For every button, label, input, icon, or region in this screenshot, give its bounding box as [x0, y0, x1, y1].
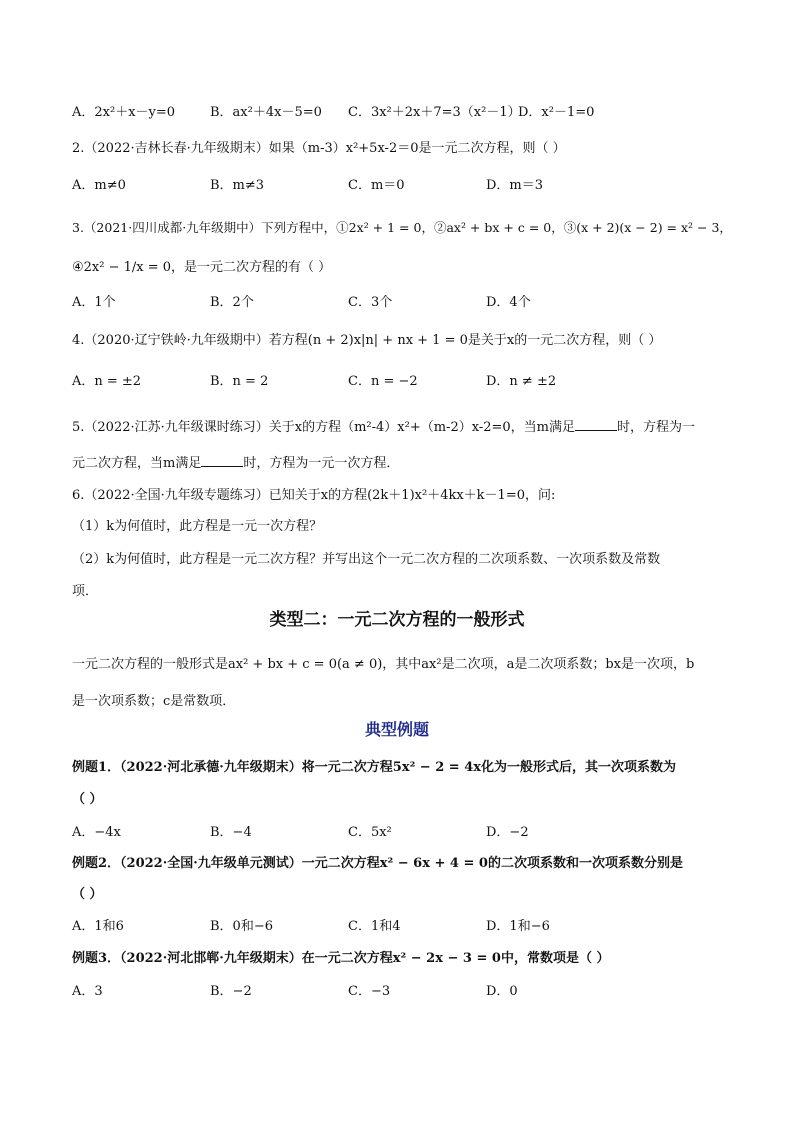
section-title: 类型二：一元二次方程的一般形式: [269, 610, 525, 630]
example-2-option-d: D．1和−6: [486, 919, 550, 934]
example-1-option-d: D．−2: [486, 825, 529, 840]
q2-stem: 2.（2022·吉林长春·九年级期末）如果（m-3）x²+5x-2＝0是一元二次方程，则（ ）: [72, 141, 566, 156]
example-1-option-b: B．−4: [210, 825, 252, 840]
q5-line-1-tail: 时，方程为一: [616, 420, 695, 435]
q5-line-1: [72, 418, 695, 437]
intro-line-2: 是一次项系数；c是常数项．: [72, 694, 236, 709]
q5-line-2: [72, 454, 399, 473]
q3-option-c: C．3个: [348, 295, 393, 310]
q3-option-d: D．4个: [486, 295, 531, 310]
q3-stem: 3.（2021·四川成都·九年级期中）下列方程中，①2x² + 1 = 0，②ax² + bx + c = 0，③(x + 2)(x − 2) = x² − 3，: [72, 220, 732, 235]
q4-stem: 4.（2020·辽宁铁岭·九年级期中）若方程(n + 2)x|n| + nx + 1 = 0是关于x的一元二次方程，则（ ）: [72, 333, 662, 348]
q2-option-b: B．m≠3: [210, 178, 265, 193]
example-3-option-b: B．−2: [210, 984, 252, 999]
q3-option-a: A．1个: [72, 295, 116, 310]
q4-option-a: A．n = ±2: [72, 374, 142, 389]
example-2-option-c: C．1和4: [348, 919, 401, 934]
q6-part-1: （1）k为何值时，此方程是一元一次方程？: [72, 519, 323, 534]
example-3-option-c: C．−3: [348, 984, 391, 999]
q6-part-2: （2）k为何值时，此方程是一元二次方程？并写出这个一元二次方程的二次项系数、一次项系数及常数: [72, 552, 661, 567]
q5-line-1-text: 5.（2022·江苏·九年级课时练习）关于x的方程（m²-4）x²+（m-2）x-2=0，当m满足: [72, 420, 575, 435]
q6-part-2-continued: 项．: [72, 584, 99, 599]
example-1-paren: （ ）: [72, 792, 103, 807]
example-1-option-a: A．−4x: [72, 825, 121, 840]
intro-line-1: 一元二次方程的一般形式是ax² + bx + c = 0(a ≠ 0)，其中ax²是二次项，a是二次项系数；bx是一次项，b: [72, 657, 695, 672]
example-3-option-d: D．0: [486, 984, 518, 999]
q3-option-b: B．2个: [210, 295, 254, 310]
q5-line-2-text: 元二次方程，当m满足: [72, 456, 202, 471]
example-2-option-b: B．0和−6: [210, 919, 273, 934]
q2-option-a: A．m≠0: [72, 178, 126, 193]
examples-title: 典型例题: [364, 720, 429, 739]
q6-stem: 6.（2022·全国·九年级专题练习）已知关于x的方程(2k＋1)x²＋4kx＋k－1=0，问:: [72, 488, 556, 503]
q5-line-2-tail: 时，方程为一元一次方程．: [243, 456, 400, 471]
q1-option-d: D．x²－1=0: [518, 105, 595, 120]
q3-stem-continued: ④2x² − 1/x = 0，是一元二次方程的有（ ）: [72, 260, 332, 275]
q4-option-d: D．n ≠ ±2: [486, 374, 557, 389]
q2-option-d: D．m＝3: [486, 178, 544, 193]
q4-option-c: C．n = −2: [348, 374, 418, 389]
q4-option-b: B．n = 2: [210, 374, 269, 389]
q5-blank-1[interactable]: [575, 418, 617, 431]
example-3-option-a: A．3: [72, 984, 103, 999]
q1-option-a: A．2x²＋x－y=0: [72, 105, 176, 120]
example-2-option-a: A．1和6: [72, 919, 124, 934]
q1-option-b: B．ax²＋4x－5=0: [210, 105, 322, 120]
q5-blank-2[interactable]: [201, 454, 243, 467]
q2-option-c: C．m＝0: [348, 178, 405, 193]
example-1-stem: 例题1．（2022·河北承德·九年级期末）将一元二次方程5x² − 2 = 4x化为一般形式后，其一次项系数为: [72, 760, 676, 775]
example-1-option-c: C．5x²: [348, 825, 392, 840]
example-2-stem: 例题2．（2022·全国·九年级单元测试）一元二次方程x² − 6x + 4 = 0的二次项系数和一次项系数分别是: [72, 856, 683, 871]
q1-option-c: C．3x²＋2x＋7=3（x²－1）: [348, 105, 521, 120]
example-3-stem: 例题3．（2022·河北邯郸·九年级期末）在一元二次方程x² − 2x − 3 = 0中，常数项是（ ）: [72, 951, 610, 966]
example-2-paren: （ ）: [72, 887, 103, 902]
